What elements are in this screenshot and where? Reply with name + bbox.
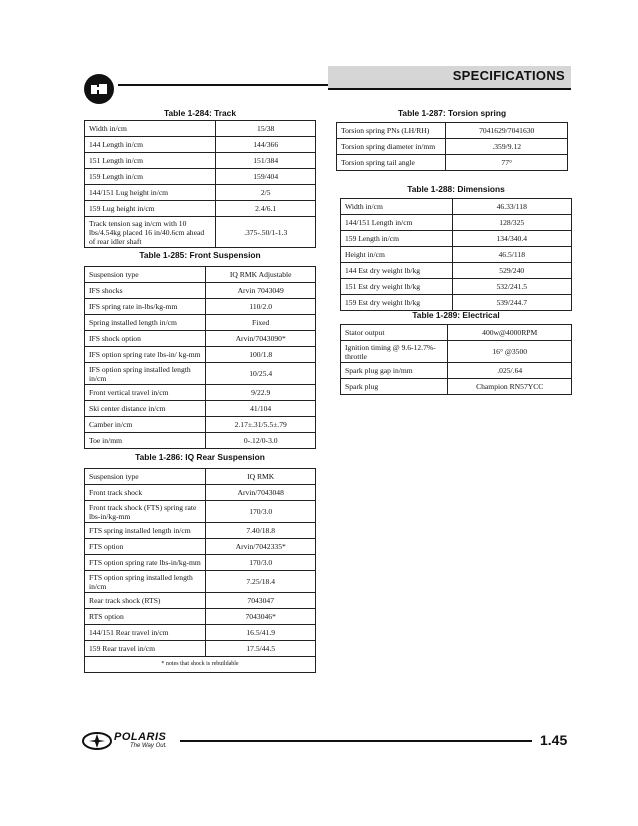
spec-label: 144/151 Length in/cm <box>341 215 453 231</box>
table-row <box>341 363 572 379</box>
header-bar <box>328 66 571 90</box>
spec-label: Spark plug gap in/mm <box>341 363 448 379</box>
table-row <box>85 625 316 641</box>
table-row <box>85 137 316 153</box>
spec-label: FTS option <box>85 539 206 555</box>
table-row <box>85 185 316 201</box>
table-row <box>85 169 316 185</box>
spec-value: 9/22.9 <box>206 385 316 401</box>
table-row <box>341 341 572 363</box>
spec-value: 170/3.0 <box>206 501 316 523</box>
spec-label: 144/151 Lug height in/cm <box>85 185 216 201</box>
spec-label: Rear track shock (RTS) <box>85 593 206 609</box>
spec-value: 7.40/18.8 <box>206 523 316 539</box>
electrical-table <box>340 324 572 395</box>
table-row <box>341 215 572 231</box>
spec-value: 7043047 <box>206 593 316 609</box>
table-title-electrical: Table 1-289: Electrical <box>412 310 500 320</box>
table-title-front-suspension: Table 1-285: Front Suspension <box>139 250 261 260</box>
spec-value: Fixed <box>206 315 316 331</box>
table-title-dimensions: Table 1-288: Dimensions <box>407 184 505 194</box>
spec-value: 2.17±.31/5.5±.79 <box>206 417 316 433</box>
table-row <box>85 641 316 657</box>
table-row <box>85 331 316 347</box>
spec-label: 144 Est dry weight lb/kg <box>341 263 453 279</box>
spec-label: IFS option spring installed length in/cm <box>85 363 206 385</box>
front-suspension-table <box>84 266 316 449</box>
spec-value: 170/3.0 <box>206 555 316 571</box>
table-row <box>85 433 316 449</box>
spec-label: 151 Length in/cm <box>85 153 216 169</box>
spec-label: Stator output <box>341 325 448 341</box>
spec-value: 7041629/7041630 <box>446 123 568 139</box>
spec-value: 15/38 <box>216 121 316 137</box>
footer-rule <box>180 740 532 742</box>
rebuildable-note: * notes that shock is rebuildable <box>85 657 316 673</box>
spec-label: IFS shock option <box>85 331 206 347</box>
dimensions-table <box>340 198 572 311</box>
table-row <box>85 267 316 283</box>
spec-label: IFS shocks <box>85 283 206 299</box>
logo-wordmark: POLARIS <box>114 731 167 743</box>
table-row <box>85 283 316 299</box>
spec-label: 159 Rear travel in/cm <box>85 641 206 657</box>
spec-label: 159 Length in/cm <box>341 231 453 247</box>
table-row <box>337 123 568 139</box>
spec-value: Arvin 7043049 <box>206 283 316 299</box>
table-row <box>85 121 316 137</box>
spec-value: 16° @3500 <box>448 341 572 363</box>
spec-label: 144/151 Rear travel in/cm <box>85 625 206 641</box>
spec-label: Ignition timing @ 9.6-12.7%- throttle <box>341 341 448 363</box>
spec-value: .359/9.12 <box>446 139 568 155</box>
spec-label: FTS spring installed length in/cm <box>85 523 206 539</box>
spec-value: 144/366 <box>216 137 316 153</box>
spec-label: Suspension type <box>85 267 206 283</box>
spec-label: Suspension type <box>85 469 206 485</box>
table-title-track: Table 1-284: Track <box>164 108 236 118</box>
logo-tagline: The Way Out. <box>130 743 167 749</box>
table-row <box>85 385 316 401</box>
spec-label: Ski center distance in/cm <box>85 401 206 417</box>
spec-label: Front vertical travel in/cm <box>85 385 206 401</box>
spec-label: IFS spring rate in-lbs/kg-mm <box>85 299 206 315</box>
spec-label: Width in/cm <box>341 199 453 215</box>
spec-label: Spark plug <box>341 379 448 395</box>
spec-value: 529/240 <box>452 263 572 279</box>
table-row <box>85 609 316 625</box>
spec-value: 16.5/41.9 <box>206 625 316 641</box>
table-row <box>85 593 316 609</box>
table-row <box>85 523 316 539</box>
specifications-section-icon <box>84 74 114 104</box>
spec-value: 539/244.7 <box>452 295 572 311</box>
table-row <box>85 501 316 523</box>
spec-value: 159/404 <box>216 169 316 185</box>
spec-label: Track tension sag in/cm with 10 lbs/4.54kg placed 16 in/40.6cm ahead of rear idler shaft <box>85 217 216 248</box>
spec-value: 46.5/118 <box>452 247 572 263</box>
table-row <box>85 217 316 248</box>
table-row <box>341 231 572 247</box>
track-table <box>84 120 316 248</box>
spec-value: 100/1.8 <box>206 347 316 363</box>
spec-label: 159 Lug height in/cm <box>85 201 216 217</box>
spec-label: Toe in/mm <box>85 433 206 449</box>
spec-value: 17.5/44.5 <box>206 641 316 657</box>
spec-label: Front track shock <box>85 485 206 501</box>
table-row <box>341 247 572 263</box>
table-row <box>341 263 572 279</box>
table-row <box>85 299 316 315</box>
table-row <box>337 155 568 171</box>
table-row <box>85 363 316 385</box>
page-section-title: SPECIFICATIONS <box>452 68 565 83</box>
spec-value: 151/384 <box>216 153 316 169</box>
table-row <box>85 315 316 331</box>
polaris-logo <box>82 731 182 755</box>
spec-value: .375-.50/1-1.3 <box>216 217 316 248</box>
spec-value: Arvin/7043048 <box>206 485 316 501</box>
spec-value: 41/104 <box>206 401 316 417</box>
header-rule <box>118 84 328 86</box>
spec-label: 144 Length in/cm <box>85 137 216 153</box>
spec-label: Width in/cm <box>85 121 216 137</box>
spec-value: 77° <box>446 155 568 171</box>
table-row <box>85 401 316 417</box>
spec-label: Torsion spring PNs (LH/RH) <box>337 123 446 139</box>
polaris-star-icon <box>82 731 112 751</box>
spec-value: 7.25/18.4 <box>206 571 316 593</box>
table-row <box>85 485 316 501</box>
spec-label: Spring installed length in/cm <box>85 315 206 331</box>
torsion-spring-table <box>336 122 568 171</box>
table-row <box>85 153 316 169</box>
spec-value: 400w@4000RPM <box>448 325 572 341</box>
spec-label: Torsion spring tail angle <box>337 155 446 171</box>
spec-value: IQ RMK Adjustable <box>206 267 316 283</box>
spec-value: IQ RMK <box>206 469 316 485</box>
table-row <box>341 379 572 395</box>
spec-label: IFS option spring rate lbs-in/ kg-mm <box>85 347 206 363</box>
table-row <box>85 201 316 217</box>
spec-value: .025/.64 <box>448 363 572 379</box>
spec-value: 2/5 <box>216 185 316 201</box>
spec-label: Camber in/cm <box>85 417 206 433</box>
spec-label: 159 Est dry weight lb/kg <box>341 295 453 311</box>
table-row <box>85 539 316 555</box>
spec-value: 0-.12/0-3.0 <box>206 433 316 449</box>
table-row <box>85 555 316 571</box>
spec-label: FTS option spring installed length in/cm <box>85 571 206 593</box>
table-row <box>85 347 316 363</box>
page-number: 1.45 <box>540 732 568 748</box>
table-row <box>85 571 316 593</box>
spec-value: 532/241.5 <box>452 279 572 295</box>
rear-suspension-table <box>84 468 316 673</box>
spec-value: 10/25.4 <box>206 363 316 385</box>
spec-label: Torsion spring diameter in/mm <box>337 139 446 155</box>
spec-label: Front track shock (FTS) spring rate lbs-in/kg-mm <box>85 501 206 523</box>
spec-value: Champion RN57YCC <box>448 379 572 395</box>
spec-label: Height in/cm <box>341 247 453 263</box>
spec-label: 159 Length in/cm <box>85 169 216 185</box>
table-row <box>341 325 572 341</box>
spec-value: 110/2.0 <box>206 299 316 315</box>
spec-value: 134/340.4 <box>452 231 572 247</box>
table-row <box>341 295 572 311</box>
spec-value: 128/325 <box>452 215 572 231</box>
spec-value: Arvin/7042335* <box>206 539 316 555</box>
spec-label: 151 Est dry weight lb/kg <box>341 279 453 295</box>
spec-label: FTS option spring rate lbs-in/kg-mm <box>85 555 206 571</box>
table-row <box>341 279 572 295</box>
table-row <box>337 139 568 155</box>
table-row <box>85 417 316 433</box>
spec-value: 2.4/6.1 <box>216 201 316 217</box>
table-title-rear-suspension: Table 1-286: IQ Rear Suspension <box>135 452 265 462</box>
spec-label: RTS option <box>85 609 206 625</box>
table-row <box>341 199 572 215</box>
spec-value: 46.33/118 <box>452 199 572 215</box>
table-row <box>85 469 316 485</box>
table-title-torsion-spring: Table 1-287: Torsion spring <box>397 108 507 118</box>
spec-value: Arvin/7043090* <box>206 331 316 347</box>
spec-value: 7043046* <box>206 609 316 625</box>
